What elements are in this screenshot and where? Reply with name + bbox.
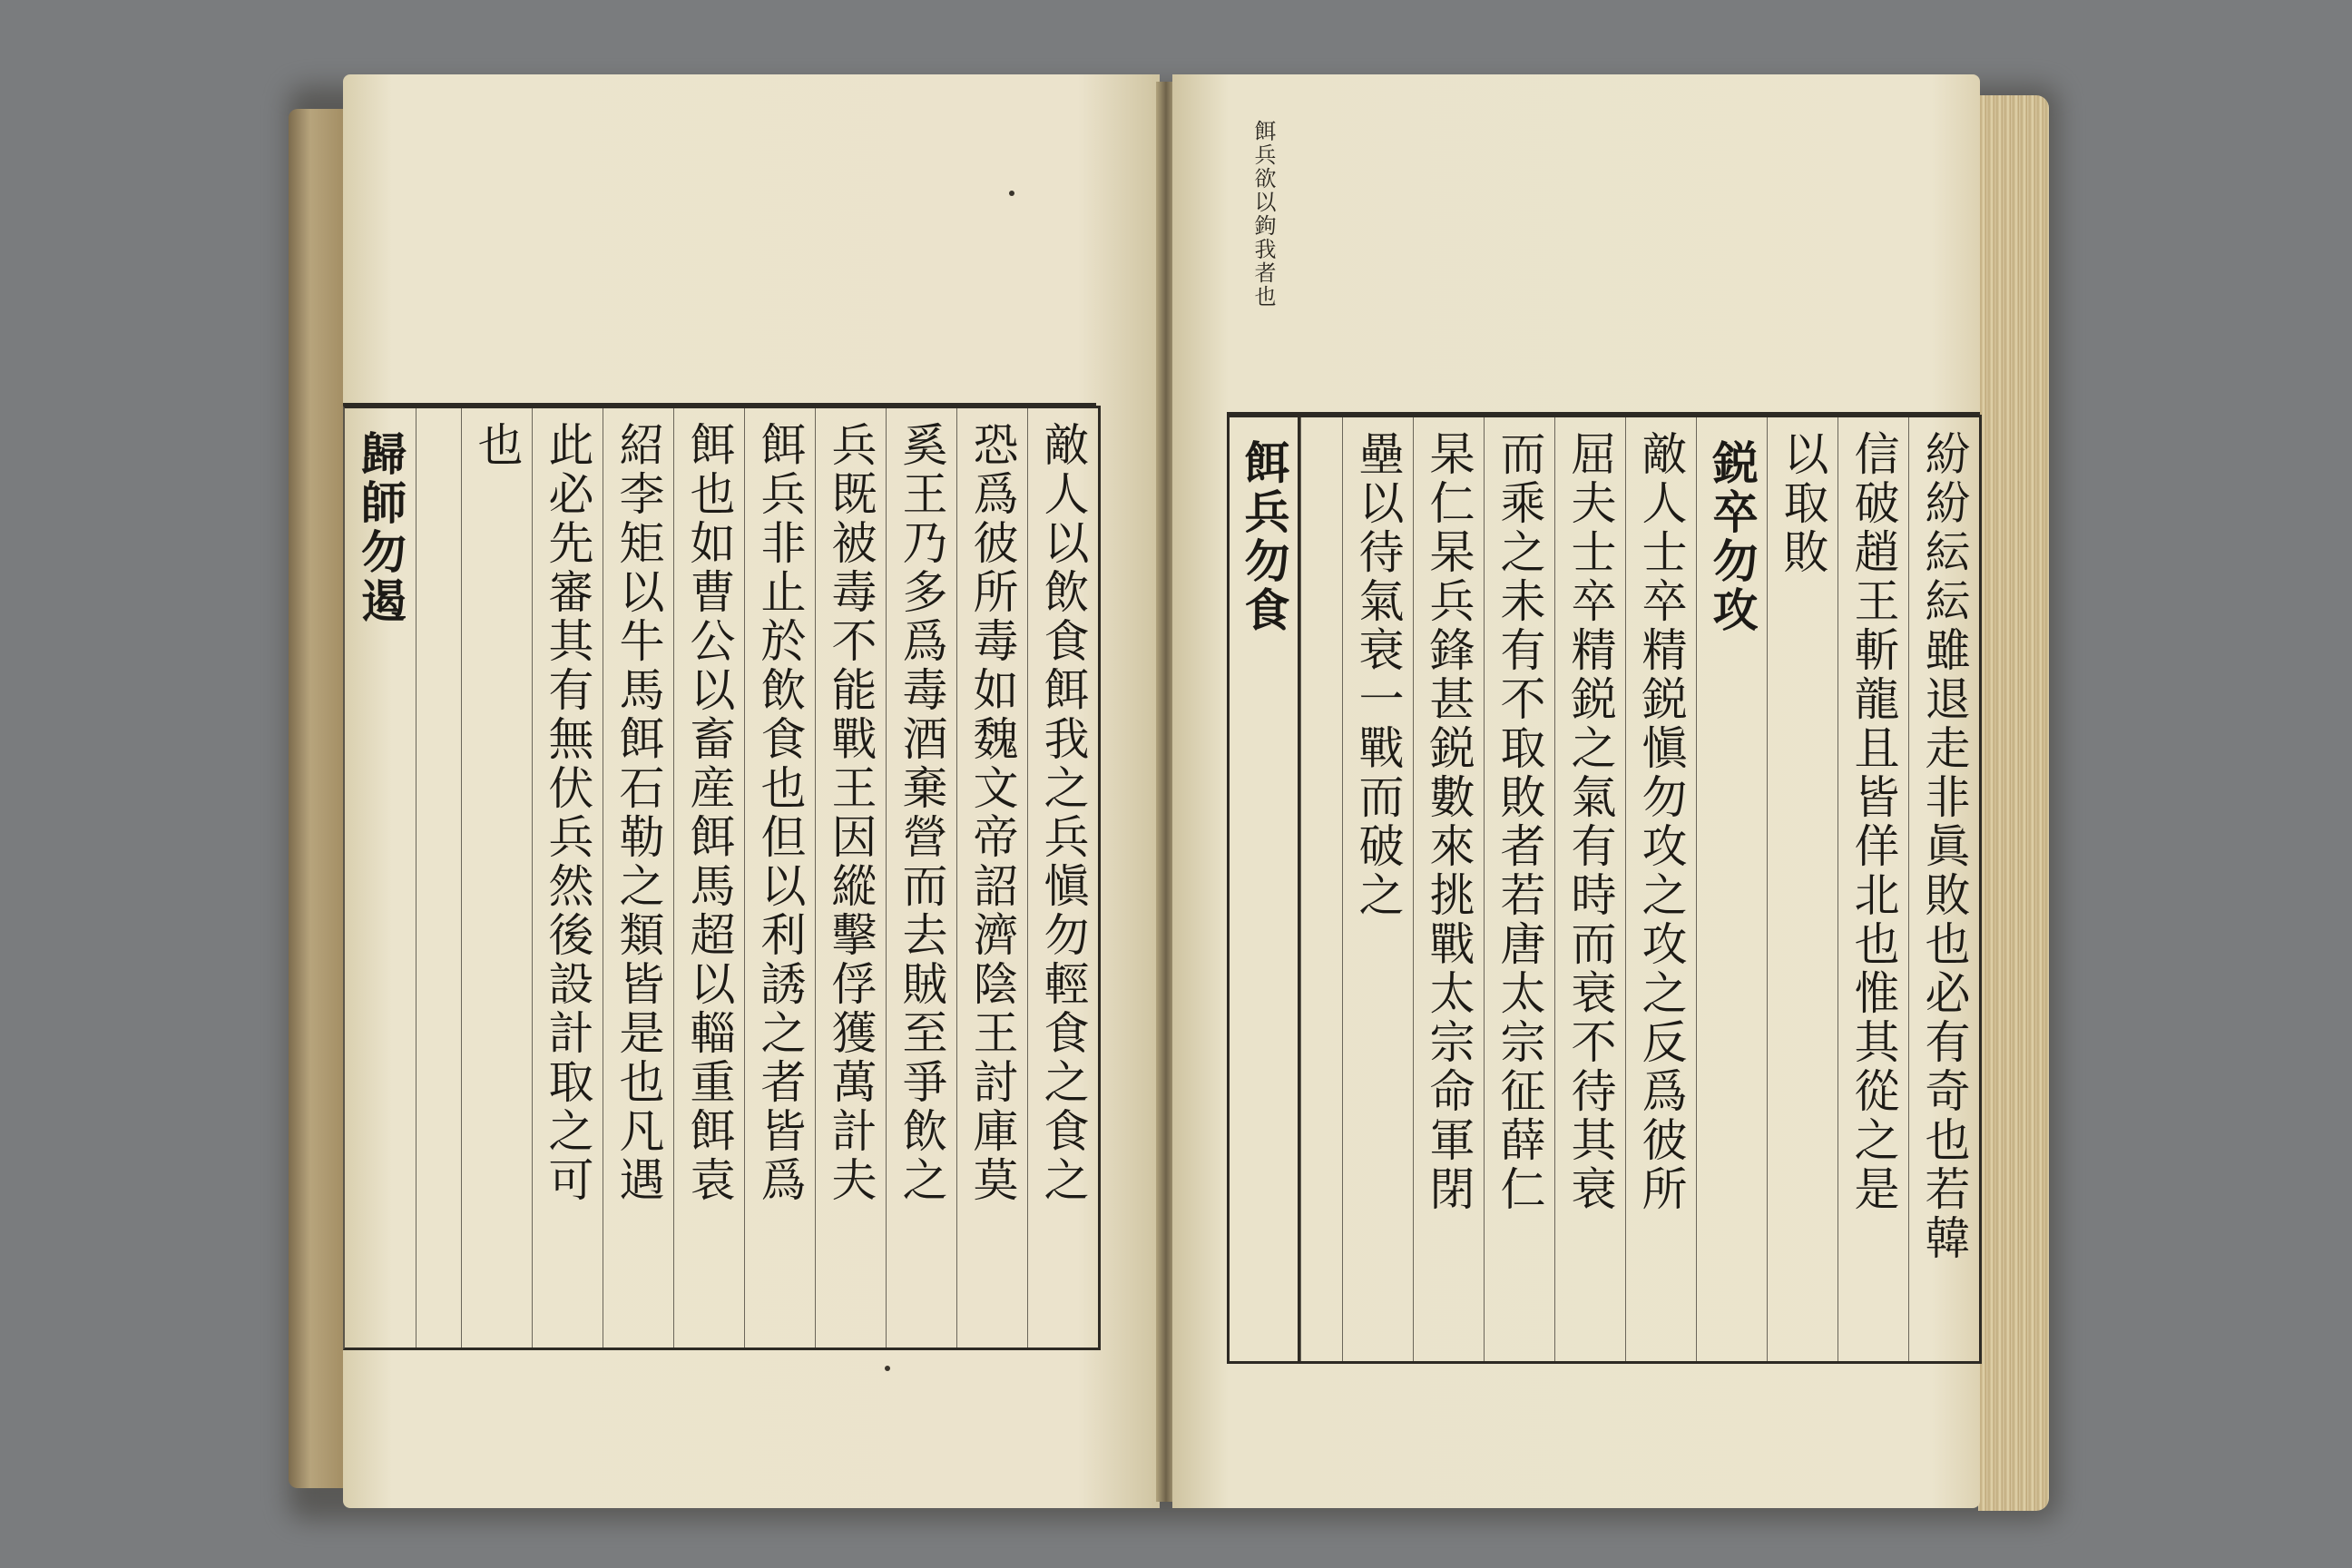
margin-annotation: 餌兵欲以鉤我者也 [1250, 120, 1276, 309]
right-text-frame [1227, 415, 1982, 1364]
page-stack-edge [1978, 95, 2049, 1511]
left-column-6 [673, 408, 744, 1348]
left-column-9-text: 也 [470, 421, 524, 470]
right-column-3 [1767, 417, 1838, 1361]
left-column-2-text: 恐爲彼所毒如魏文帝詔濟陰王討庫莫 [965, 421, 1019, 1205]
left-page [343, 74, 1160, 1508]
section-heading-text: 鋭卒勿攻 [1705, 439, 1759, 635]
left-column-2 [956, 408, 1027, 1348]
left-column-3-text: 奚王乃多爲毒酒棄營而去賊至爭飲之 [895, 421, 948, 1205]
right-column-1 [1908, 417, 1979, 1361]
right-column-1-text: 紛紛紜紜雖退走非眞敗也必有奇也若韓 [1917, 430, 1971, 1263]
right-column-6-text: 屈夫士卒精鋭之氣有時而衰不待其衰 [1563, 430, 1617, 1214]
left-column-3 [886, 408, 956, 1348]
right-column-9-text: 壘以待氣衰一戰而破之 [1351, 430, 1405, 920]
right-page [1172, 74, 1980, 1508]
right-column-6 [1554, 417, 1625, 1361]
right-column-8 [1413, 417, 1484, 1361]
left-column-10 [416, 408, 461, 1348]
right-column-8-text: 杲仁杲兵鋒甚鋭數來挑戰太宗命軍閉 [1422, 430, 1475, 1214]
left-column-8-text: 此必先審其有無伏兵然後設計取之可 [541, 421, 594, 1205]
right-column-5 [1625, 417, 1696, 1361]
left-column-5-text: 餌兵非止於飲食也但以利誘之者皆爲 [753, 421, 807, 1205]
left-column-4-text: 兵既被毒不能戰王因縱擊俘獲萬計夫 [824, 421, 877, 1205]
section-heading-gui-shi-wu-e [345, 408, 416, 1348]
left-column-8 [532, 408, 603, 1348]
section-heading-text: 歸師勿遏 [354, 430, 407, 626]
section-heading-rui-zu-wu-gong [1696, 417, 1767, 1361]
right-column-7 [1484, 417, 1554, 1361]
left-column-4 [815, 408, 886, 1348]
right-column-3-text: 以取敗 [1776, 430, 1829, 577]
left-column-1-text: 敵人以飲食餌我之兵愼勿輕食之食之 [1036, 421, 1090, 1205]
left-column-7-text: 紹李矩以牛馬餌石勒之類皆是也凡遇 [612, 421, 665, 1205]
right-column-5-text: 敵人士卒精鋭愼勿攻之攻之反爲彼所 [1634, 430, 1688, 1214]
left-text-frame [343, 406, 1101, 1350]
right-column-10 [1300, 417, 1342, 1361]
right-column-9 [1342, 417, 1413, 1361]
left-column-5 [744, 408, 815, 1348]
ink-spot [885, 1366, 890, 1371]
left-column-1 [1027, 408, 1098, 1348]
ink-spot [1009, 191, 1014, 196]
section-heading-text: 餌兵勿食 [1237, 439, 1291, 635]
book-spine-edge [289, 109, 343, 1488]
section-heading-er-bing-wu-shi [1230, 417, 1300, 1361]
left-column-9 [461, 408, 532, 1348]
left-column-6-text: 餌也如曹公以畜産餌馬超以輜重餌袁 [682, 421, 736, 1205]
right-column-2 [1838, 417, 1908, 1361]
right-column-7-text: 而乘之未有不取敗者若唐太宗征薛仁 [1493, 430, 1546, 1214]
left-column-7 [603, 408, 673, 1348]
right-column-2-text: 信破趙王斬龍且皆佯北也惟其從之是 [1847, 430, 1900, 1214]
